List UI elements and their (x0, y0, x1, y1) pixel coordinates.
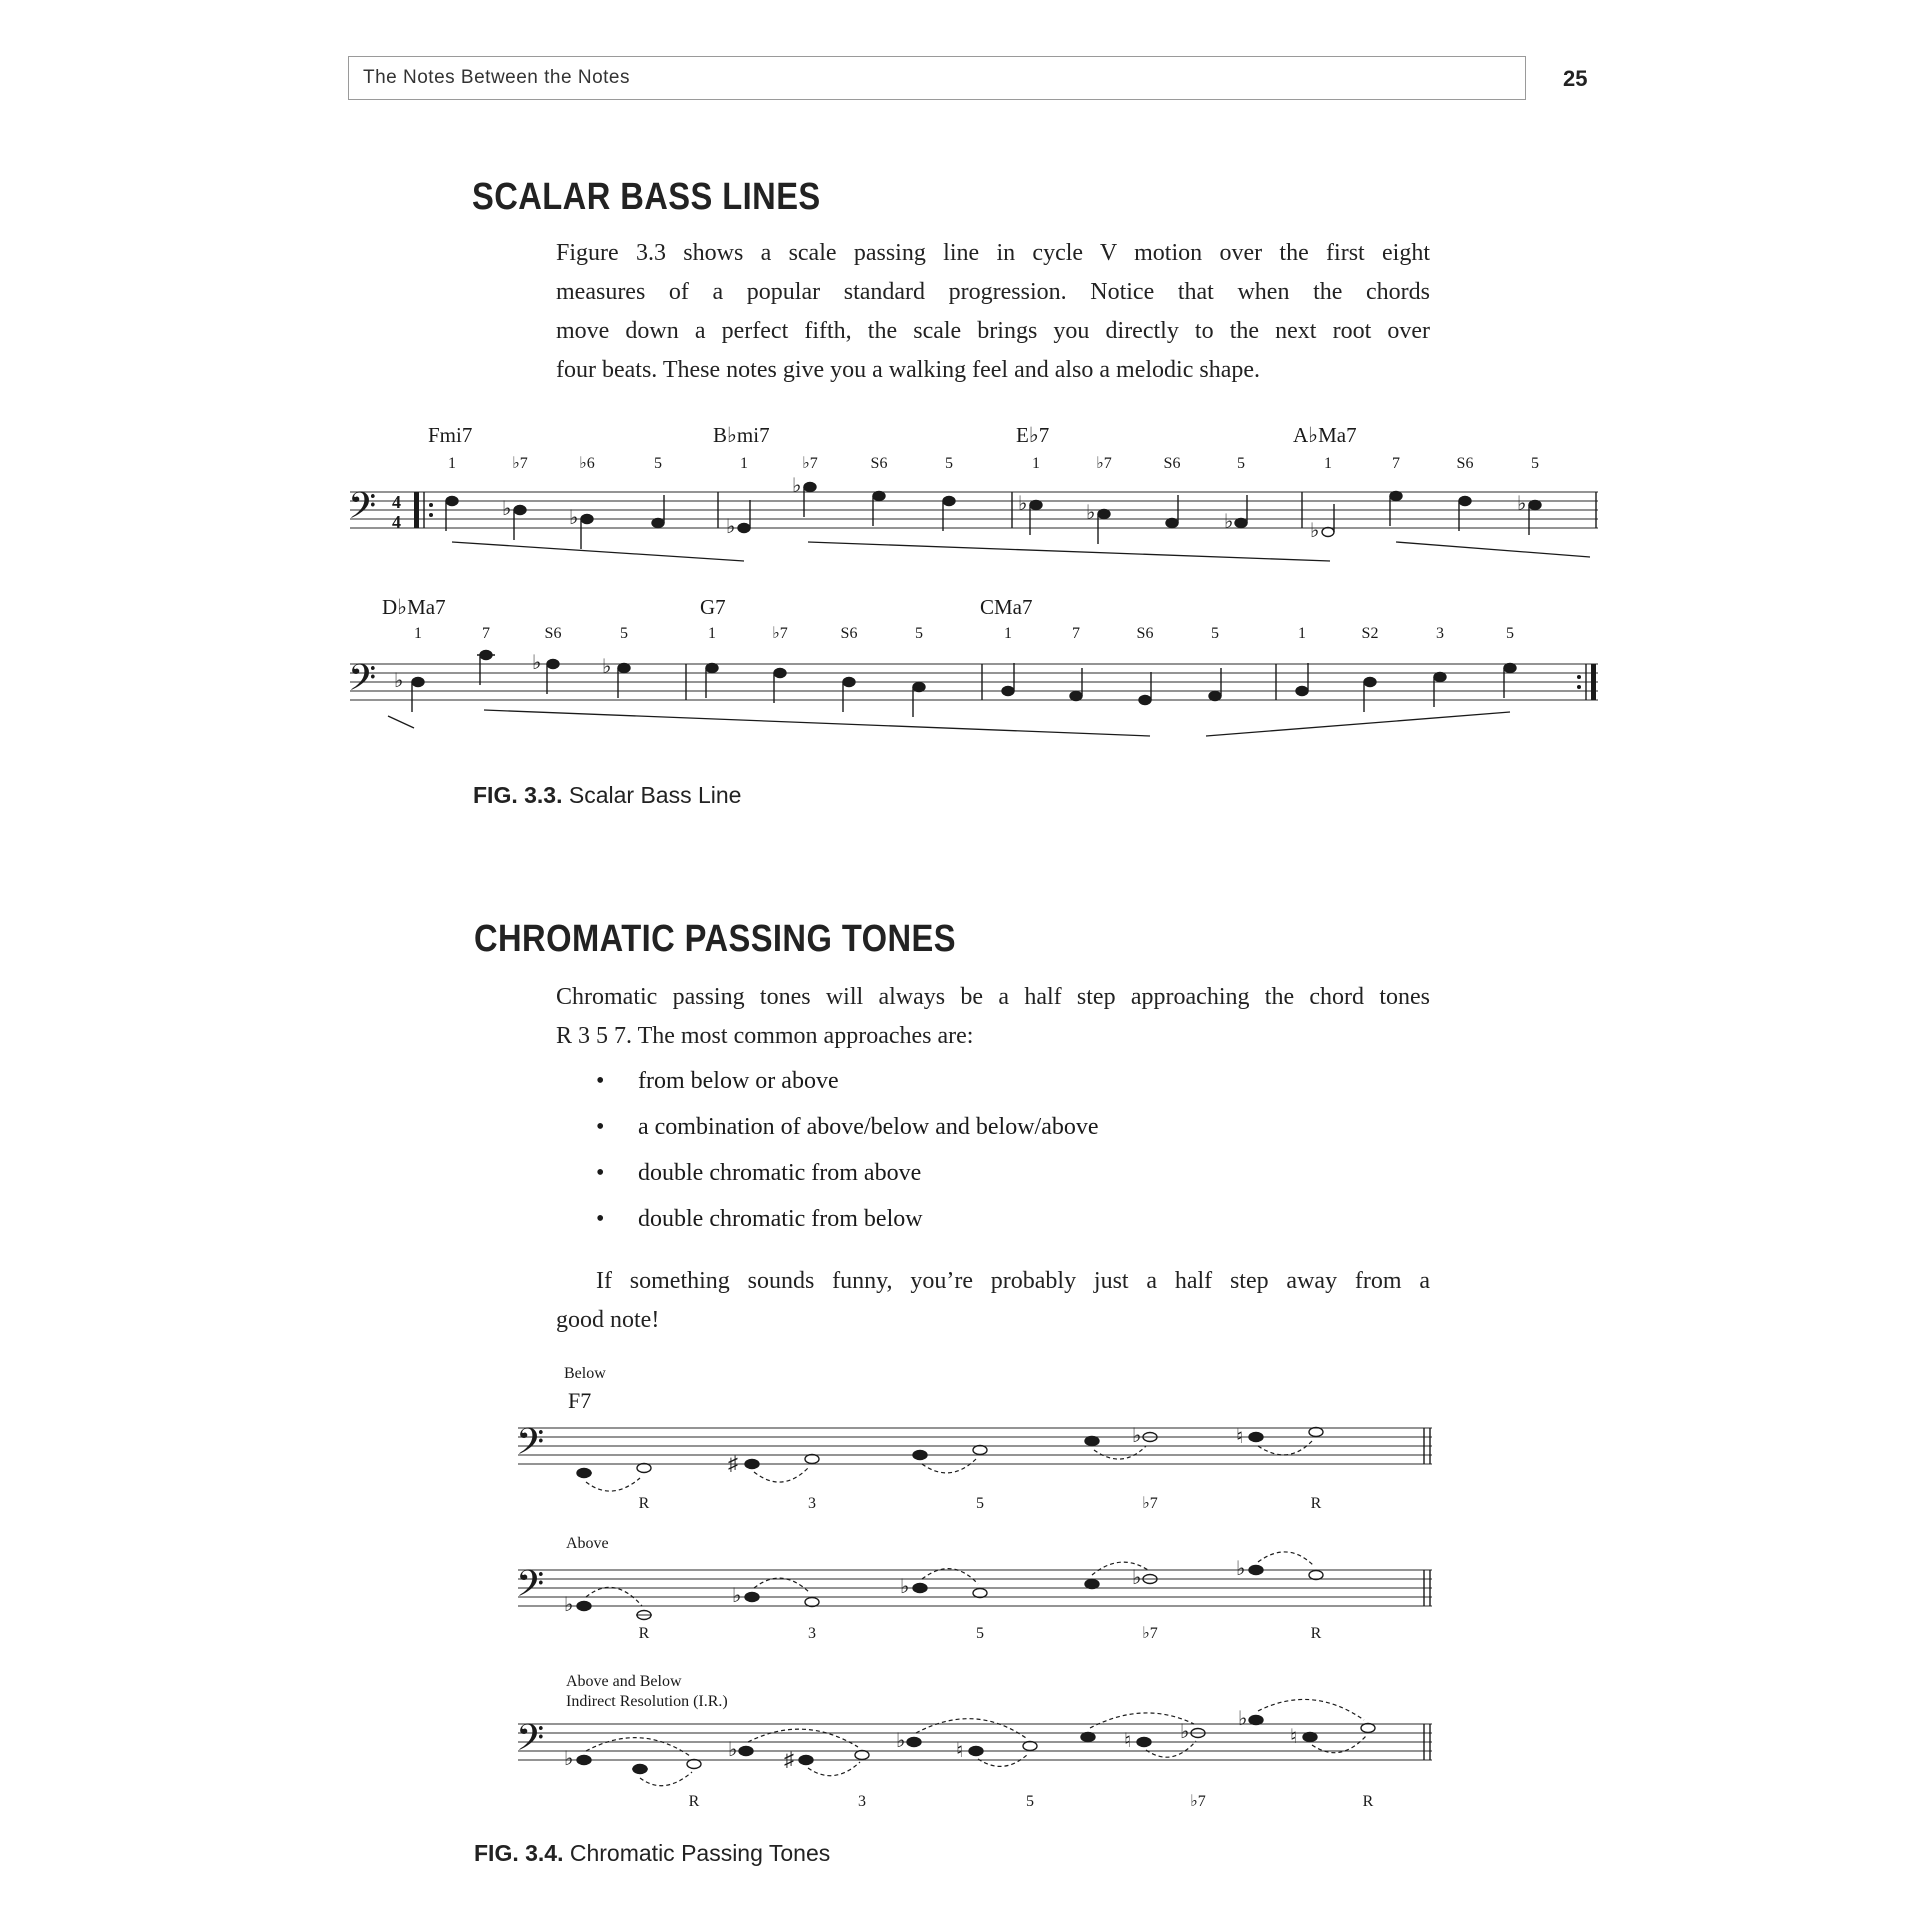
svg-text:♭: ♭ (502, 498, 512, 520)
sharp-icon: ♯ (728, 1453, 738, 1475)
bass-clef-icon: 𝄢 (348, 486, 377, 535)
sharp-icon: ♯ (784, 1749, 794, 1771)
scale-degree: ♭7 (512, 455, 528, 472)
running-title: The Notes Between the Notes (363, 67, 630, 88)
chord-symbol: CMa7 (980, 595, 1033, 619)
target-tone-label: R (1310, 1495, 1322, 1512)
svg-text:♭: ♭ (1310, 520, 1320, 542)
flat-icon: ♭ (728, 1739, 738, 1761)
scale-degree: 5 (945, 455, 953, 472)
target-tone-label: 5 (976, 1495, 984, 1512)
staff-below (518, 1428, 1432, 1464)
list-item: • double chromatic from below (596, 1206, 1416, 1252)
scale-degree: ♭6 (579, 455, 595, 472)
scale-degree: S6 (1163, 455, 1181, 472)
paragraph-line: R 3 5 7. The most common approaches are: (556, 1023, 974, 1049)
svg-text:♭: ♭ (564, 1594, 574, 1616)
flat-icon (564, 1558, 1245, 1616)
paragraph-line: Figure 3.3 shows a scale passing line in cycle V motion over the first eight (556, 240, 1430, 266)
list-item: • double chromatic from above (596, 1160, 1416, 1206)
scale-degree: S6 (840, 625, 858, 642)
target-tone-label: ♭7 (1142, 1625, 1158, 1642)
scale-degree: 5 (620, 625, 628, 642)
scale-degree: ♭7 (1096, 455, 1112, 472)
target-tone-label: R (688, 1793, 700, 1810)
natural-icon: ♮ (1290, 1726, 1298, 1748)
target-tone-label: 5 (1026, 1793, 1034, 1810)
svg-text:♭: ♭ (569, 507, 579, 529)
paragraph-line: four beats. These notes give you a walking feel and also a melodic shape. (556, 357, 1261, 383)
scale-degree: 5 (915, 625, 923, 642)
scale-degree: S2 (1361, 625, 1379, 642)
svg-text:♭: ♭ (394, 670, 404, 692)
target-tone-label: R (638, 1495, 650, 1512)
target-tone-label: 5 (976, 1625, 984, 1642)
flat-icon: ♭ (564, 1748, 574, 1770)
scale-degree: 5 (1506, 625, 1514, 642)
stave-label: Above (566, 1535, 609, 1552)
scale-degree: 1 (1004, 625, 1012, 642)
flat-icon: ♭ (1180, 1721, 1190, 1743)
scale-degree: 5 (654, 455, 662, 472)
scale-degree: S6 (870, 455, 888, 472)
target-tone-label: 3 (858, 1793, 866, 1810)
scale-degree: 7 (1072, 625, 1080, 642)
target-tone-label: ♭7 (1142, 1495, 1158, 1512)
scale-degree: S6 (544, 625, 562, 642)
bass-clef-icon: 𝄢 (516, 1564, 545, 1613)
paragraph-line: move down a perfect fifth, the scale brings you directly to the next root over (556, 318, 1430, 344)
svg-text:♭: ♭ (1018, 493, 1028, 515)
chord-symbol: Fmi7 (428, 423, 473, 447)
heading-scalar-bass-lines: SCALAR BASS LINES (472, 176, 821, 218)
chord-symbol: B♭mi7 (713, 423, 770, 447)
bass-clef-icon: 𝄢 (516, 1718, 545, 1767)
target-tone-label: ♭7 (1190, 1793, 1206, 1810)
target-tone-label: R (1362, 1793, 1374, 1810)
stave-label: Indirect Resolution (I.R.) (566, 1693, 728, 1710)
chord-symbol: F7 (568, 1388, 592, 1413)
svg-text:♭: ♭ (1086, 502, 1096, 524)
stave-label: Above and Below (566, 1673, 682, 1690)
list-item: • from below or above (596, 1068, 1416, 1114)
scale-degree: S6 (1456, 455, 1474, 472)
paragraph-line: good note! (556, 1307, 660, 1333)
scale-degree: 1 (1298, 625, 1306, 642)
target-tone-label: R (638, 1625, 650, 1642)
scale-degree: 1 (448, 455, 456, 472)
svg-text:♭: ♭ (1517, 493, 1527, 515)
target-tone-label: R (1310, 1625, 1322, 1642)
list-item: • a combination of above/below and below/above (596, 1114, 1416, 1160)
chord-symbol: A♭Ma7 (1293, 423, 1357, 447)
heading-chromatic-passing-tones: CHROMATIC PASSING TONES (474, 918, 956, 960)
natural-icon: ♮ (1236, 1426, 1244, 1448)
bass-clef-icon: 𝄢 (348, 658, 377, 707)
chord-symbol: E♭7 (1016, 423, 1050, 447)
time-signature-top: 4 (392, 492, 401, 512)
note-group (577, 1428, 1323, 1478)
svg-text:♭: ♭ (602, 656, 612, 678)
flat-icon: ♭ (1132, 1425, 1142, 1447)
scale-degree: 5 (1211, 625, 1219, 642)
scale-degree: 1 (1324, 455, 1332, 472)
svg-text:♭: ♭ (532, 652, 542, 674)
scale-degree: 1 (740, 455, 748, 472)
scale-degree: 5 (1531, 455, 1539, 472)
scale-degree: 5 (1237, 455, 1245, 472)
paragraph-line: If something sounds funny, you’re probably just a half step away from a (596, 1268, 1430, 1294)
chord-symbol: G7 (700, 595, 726, 619)
paragraph-line: measures of a popular standard progression. Notice that when the chords (556, 279, 1430, 305)
caption-label: FIG. 3.4. (474, 1840, 564, 1866)
svg-text:♭: ♭ (732, 1585, 742, 1607)
chord-symbol: D♭Ma7 (382, 595, 446, 619)
figure-3-4-caption (474, 1840, 830, 1867)
scale-degree: 1 (708, 625, 716, 642)
flat-icon: ♭ (1238, 1708, 1248, 1730)
note-group (577, 1566, 1323, 1620)
scale-degree: ♭7 (772, 625, 788, 642)
caption-label: FIG. 3.3. (473, 782, 563, 808)
scale-degree: 7 (1392, 455, 1400, 472)
svg-text:♭: ♭ (792, 475, 802, 497)
paragraph-line: Chromatic passing tones will always be a half step approaching the chord tones (556, 984, 1430, 1010)
target-tone-label: 3 (808, 1495, 816, 1512)
scale-degree: 3 (1436, 625, 1444, 642)
natural-icon: ♮ (956, 1740, 964, 1762)
stave-label: Below (564, 1365, 606, 1382)
staff-above (518, 1570, 1432, 1606)
svg-text:♭: ♭ (726, 516, 736, 538)
scale-degree: 1 (1032, 455, 1040, 472)
svg-text:♭: ♭ (1236, 1558, 1246, 1580)
scale-degree: S6 (1136, 625, 1154, 642)
scale-degree: 1 (414, 625, 422, 642)
caption-text: Scalar Bass Line (568, 782, 742, 808)
svg-text:♭: ♭ (900, 1576, 910, 1598)
page-number: 25 (1563, 66, 1588, 91)
svg-text:♭: ♭ (1224, 511, 1234, 533)
flat-icon: ♭ (896, 1730, 906, 1752)
resolution-slur (586, 1441, 1312, 1491)
natural-icon: ♮ (1124, 1730, 1132, 1752)
scale-degree: 7 (482, 625, 490, 642)
target-tone-label: 3 (808, 1625, 816, 1642)
scale-degree: ♭7 (802, 455, 818, 472)
caption-text: Chromatic Passing Tones (569, 1840, 831, 1866)
svg-text:♭: ♭ (1132, 1567, 1142, 1589)
bass-clef-icon: 𝄢 (516, 1422, 545, 1471)
time-signature-bottom: 4 (392, 512, 401, 532)
